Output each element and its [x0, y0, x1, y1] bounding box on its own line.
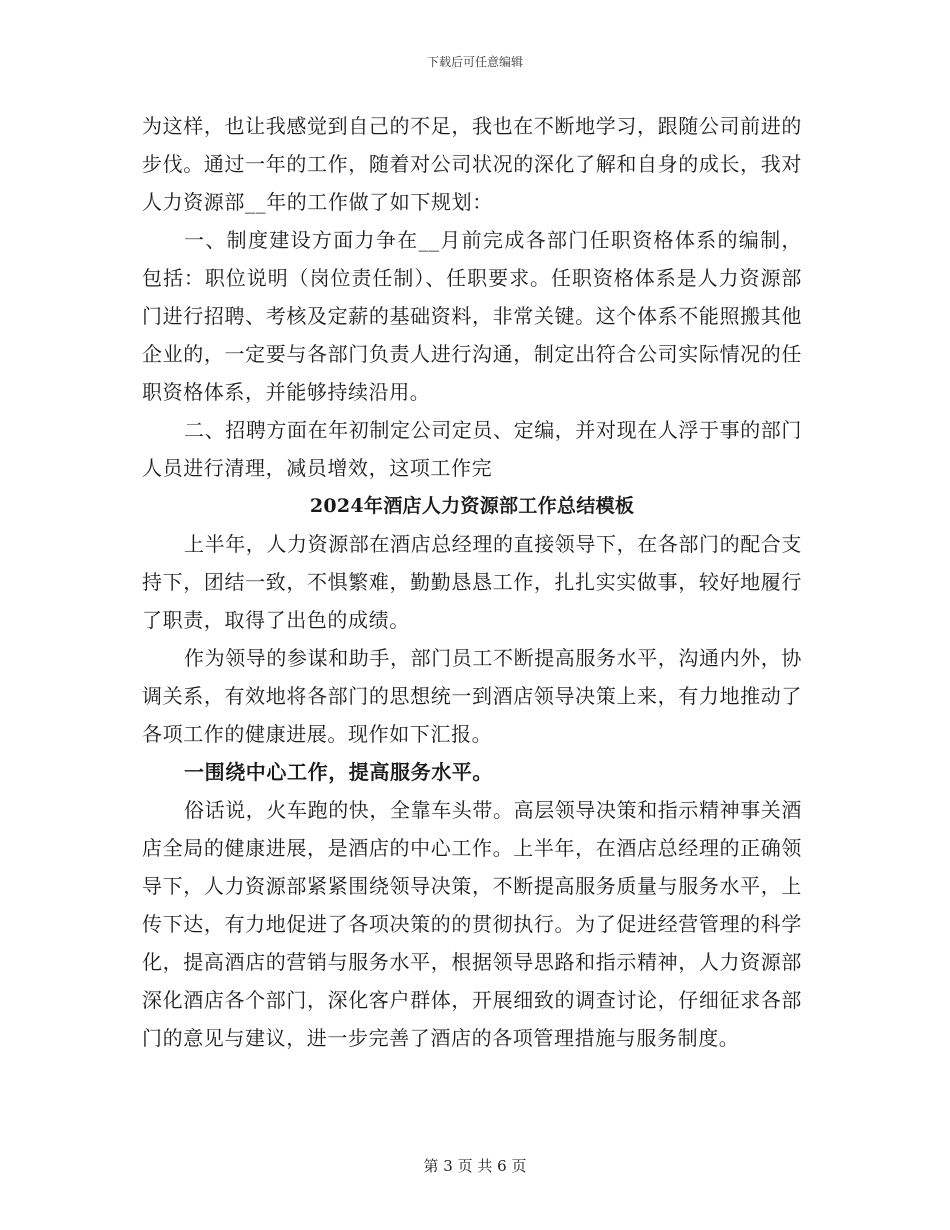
page-number: 第 3 页 共 6 页 [423, 1157, 527, 1175]
paragraph-first-half-summary: 上半年，人力资源部在酒店总经理的直接领导下，在各部门的配合支持下，团结一致，不惧繁难，勤勤恳恳工作，扎扎实实做事，较好地履行了职责，取得了出色的成绩。 [142, 532, 802, 632]
paragraph-continuation: 为这样，也让我感觉到自己的不足，我也在不断地学习，跟随公司前进的步伐。通过一年的工作，随着对公司状况的深化了解和自身的成长，我对人力资源部__年的工作做了如下规划： [142, 114, 802, 214]
paragraph-system-building: 一、制度建设方面力争在__月前完成各部门任职资格体系的编制，包括：职位说明（岗位责任制）、任职要求。任职资格体系是人力资源部门进行招聘、考核及定薪的基础资料，非常关键。这个体系不能照搬其他企业的，一定要与各部门负责人进行沟通，制定出符合公司实际情况的任职资格体系，并能够持续沿用。 [142, 228, 802, 404]
paragraph-central-work: 俗话说，火车跑的快，全靠车头带。高层领导决策和指示精神事关酒店全局的健康进展，是酒店的中心工作。上半年，在酒店总经理的正确领导下，人力资源部紧紧围绕领导决策，不断提高服务质量与服务水平，上传下达，有力地促进了各项决策的的贯彻执行。为了促进经营管理的科学化，提高酒店的营销与服务水平，根据领导思路和指示精神，人力资源部深化酒店各个部门，深化客户群体，开展细致的调查讨论，仔细征求各部门的意见与建议，进一步完善了酒店的各项管理措施与服务制度。 [142, 798, 802, 1050]
paragraph-staff-role: 作为领导的参谋和助手，部门员工不断提高服务水平，沟通内外，协调关系，有效地将各部门的思想统一到酒店领导决策上来，有力地推动了各项工作的健康进展。现作如下汇报。 [142, 646, 802, 746]
page-header-note: 下载后可任意编辑 [426, 55, 523, 69]
document-body [142, 107, 802, 1057]
document-title: 2024年酒店人力资源部工作总结模板 [309, 495, 635, 517]
section-heading: 一围绕中心工作，提高服务水平。 [184, 760, 493, 784]
paragraph-recruitment: 二、招聘方面在年初制定公司定员、定编，并对现在人浮于事的部门人员进行清理，减员增效，这项工作完 [142, 418, 802, 480]
